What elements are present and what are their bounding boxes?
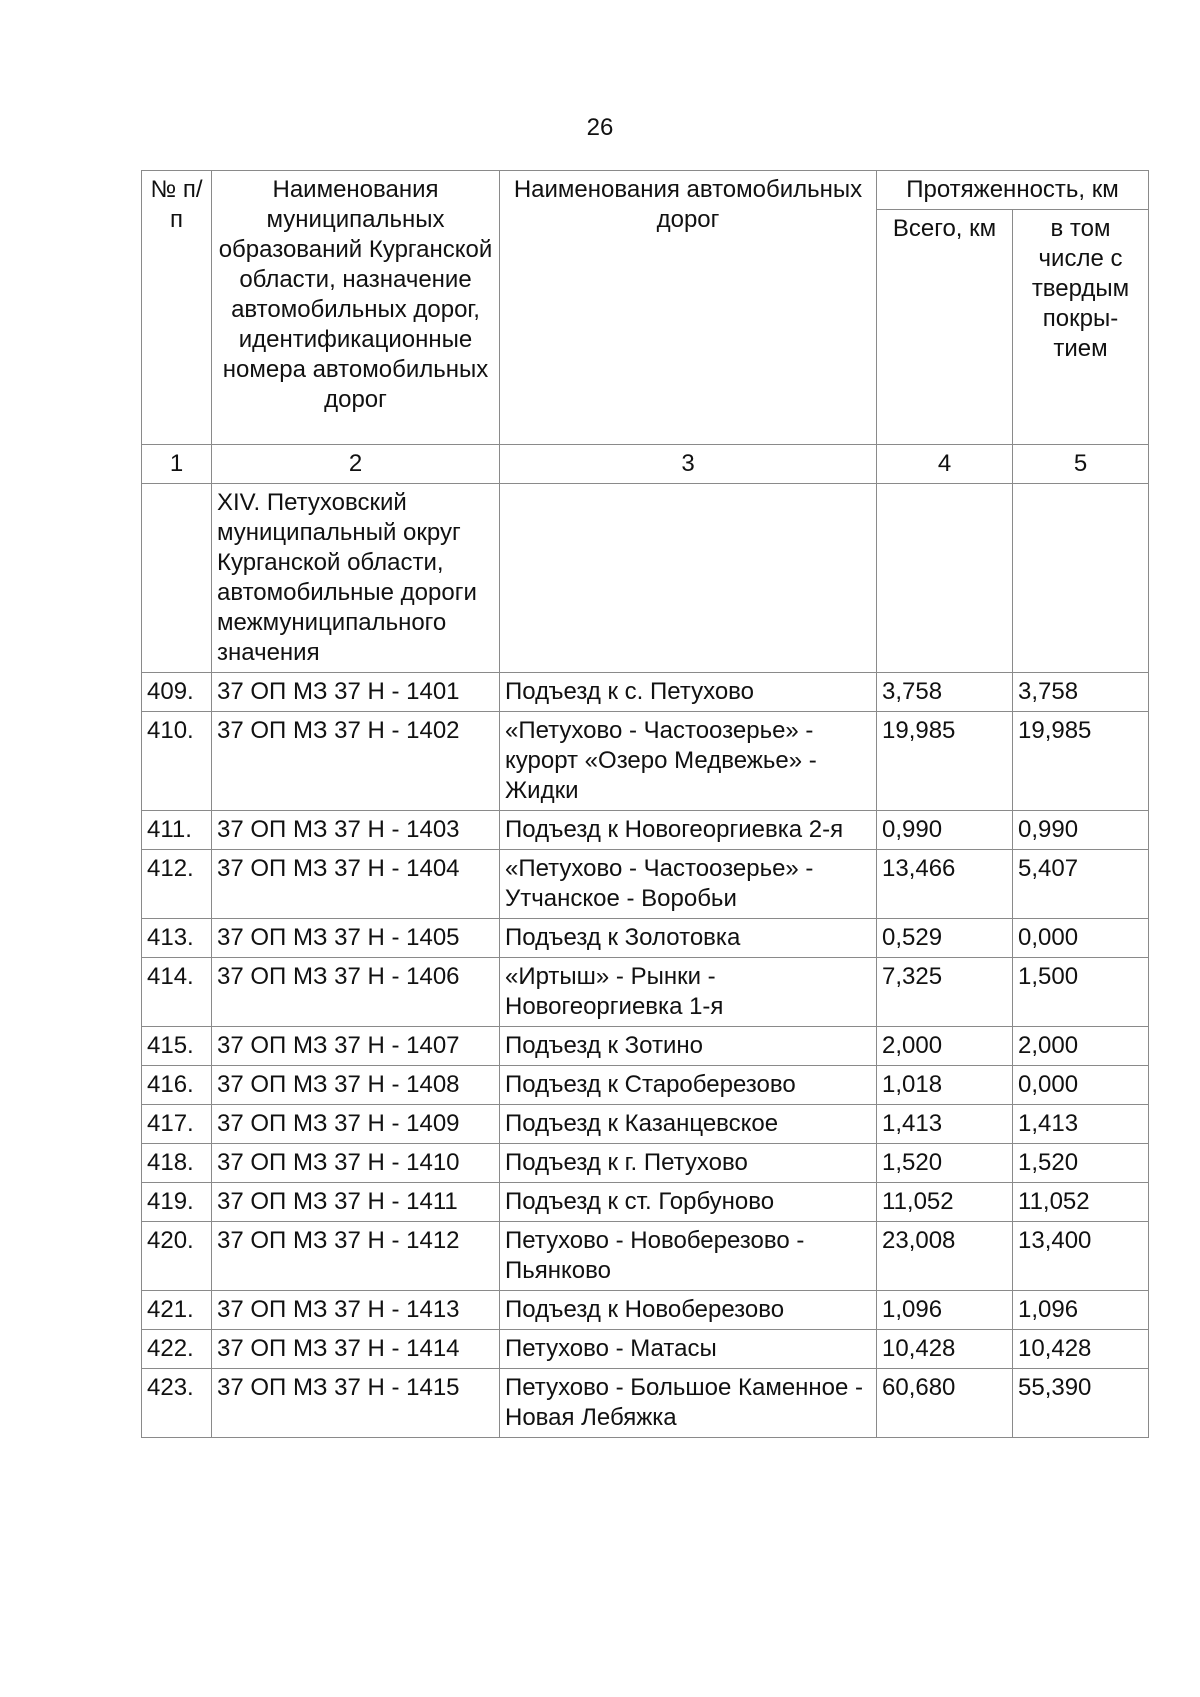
length-total: 0,990 [877, 811, 1013, 850]
table-row [142, 811, 1149, 850]
row-number: 418. [142, 1144, 212, 1183]
row-number: 411. [142, 811, 212, 850]
length-hard-surface: 1,413 [1013, 1105, 1149, 1144]
column-number: 2 [212, 445, 500, 484]
column-number: 1 [142, 445, 212, 484]
length-hard-surface: 1,500 [1013, 958, 1149, 1027]
header-row [142, 171, 1149, 210]
row-number: 413. [142, 919, 212, 958]
road-id: 37 ОП МЗ 37 Н - 1415 [212, 1369, 500, 1438]
length-hard-surface: 1,096 [1013, 1291, 1149, 1330]
header-total-km: Всего, км [877, 210, 1013, 445]
row-number: 416. [142, 1066, 212, 1105]
header-hard-surface: в том числе с твердым покры-тием [1013, 210, 1149, 445]
length-total: 1,520 [877, 1144, 1013, 1183]
row-number: 414. [142, 958, 212, 1027]
row-number: 417. [142, 1105, 212, 1144]
road-id: 37 ОП МЗ 37 Н - 1413 [212, 1291, 500, 1330]
road-name: «Петухово - Частоозерье» - курорт «Озеро Медвежье» - Жидки [500, 712, 877, 811]
column-number: 3 [500, 445, 877, 484]
road-id: 37 ОП МЗ 37 Н - 1407 [212, 1027, 500, 1066]
section-row [142, 484, 1149, 673]
road-id: 37 ОП МЗ 37 Н - 1404 [212, 850, 500, 919]
road-name: Подъезд к Новоберезово [500, 1291, 877, 1330]
row-number: 415. [142, 1027, 212, 1066]
road-name: Петухово - Большое Каменное - Новая Лебяжка [500, 1369, 877, 1438]
length-total: 3,758 [877, 673, 1013, 712]
road-name: Подъезд к с. Петухово [500, 673, 877, 712]
header-municipality: Наименования муниципальных образований Курганской области, назначение автомобильных дорог, идентификационные номера автомобильных дорог [212, 171, 500, 445]
table-row [142, 673, 1149, 712]
road-id: 37 ОП МЗ 37 Н - 1403 [212, 811, 500, 850]
table-row [142, 1369, 1149, 1438]
road-id: 37 ОП МЗ 37 Н - 1410 [212, 1144, 500, 1183]
length-hard-surface: 2,000 [1013, 1027, 1149, 1066]
road-id: 37 ОП МЗ 37 Н - 1406 [212, 958, 500, 1027]
road-id: 37 ОП МЗ 37 Н - 1401 [212, 673, 500, 712]
table-row [142, 919, 1149, 958]
header-road-name: Наименования автомобильных дорог [500, 171, 877, 445]
row-number: 410. [142, 712, 212, 811]
length-total: 13,466 [877, 850, 1013, 919]
table-row [142, 1330, 1149, 1369]
length-hard-surface: 5,407 [1013, 850, 1149, 919]
roads-table [141, 170, 1149, 1438]
road-id: 37 ОП МЗ 37 Н - 1402 [212, 712, 500, 811]
road-name: «Петухово - Частоозерье» - Утчанское - Воробьи [500, 850, 877, 919]
length-total: 23,008 [877, 1222, 1013, 1291]
column-numbers-row [142, 445, 1149, 484]
table-row [142, 850, 1149, 919]
length-hard-surface: 55,390 [1013, 1369, 1149, 1438]
table-row [142, 958, 1149, 1027]
table-row [142, 1222, 1149, 1291]
table-row [142, 1183, 1149, 1222]
header-length: Протяженность, км [877, 171, 1149, 210]
column-number: 4 [877, 445, 1013, 484]
road-id: 37 ОП МЗ 37 Н - 1405 [212, 919, 500, 958]
road-name: Подъезд к Золотовка [500, 919, 877, 958]
row-number: 421. [142, 1291, 212, 1330]
column-number: 5 [1013, 445, 1149, 484]
length-hard-surface: 0,990 [1013, 811, 1149, 850]
road-name: Петухово - Матасы [500, 1330, 877, 1369]
road-name: Подъезд к Староберезово [500, 1066, 877, 1105]
road-name: Подъезд к Казанцевское [500, 1105, 877, 1144]
length-total: 10,428 [877, 1330, 1013, 1369]
row-number: 409. [142, 673, 212, 712]
table-row [142, 712, 1149, 811]
section-title: XIV. Петуховский муниципальный округ Курганской области, автомобильные дороги межмуниципального значения [212, 484, 500, 673]
length-total: 0,529 [877, 919, 1013, 958]
road-id: 37 ОП МЗ 37 Н - 1414 [212, 1330, 500, 1369]
length-hard-surface: 19,985 [1013, 712, 1149, 811]
length-hard-surface: 13,400 [1013, 1222, 1149, 1291]
header-number: № п/п [142, 171, 212, 445]
table-row [142, 1027, 1149, 1066]
length-total: 2,000 [877, 1027, 1013, 1066]
length-hard-surface: 0,000 [1013, 1066, 1149, 1105]
table-row [142, 1105, 1149, 1144]
table-row [142, 1291, 1149, 1330]
length-hard-surface: 0,000 [1013, 919, 1149, 958]
row-number: 420. [142, 1222, 212, 1291]
road-id: 37 ОП МЗ 37 Н - 1409 [212, 1105, 500, 1144]
length-total: 7,325 [877, 958, 1013, 1027]
road-id: 37 ОП МЗ 37 Н - 1411 [212, 1183, 500, 1222]
length-hard-surface: 10,428 [1013, 1330, 1149, 1369]
table-row [142, 1066, 1149, 1105]
length-total: 1,096 [877, 1291, 1013, 1330]
page-number: 26 [586, 114, 614, 141]
row-number: 412. [142, 850, 212, 919]
length-total: 60,680 [877, 1369, 1013, 1438]
row-number: 423. [142, 1369, 212, 1438]
length-total: 1,018 [877, 1066, 1013, 1105]
length-hard-surface: 3,758 [1013, 673, 1149, 712]
road-id: 37 ОП МЗ 37 Н - 1408 [212, 1066, 500, 1105]
road-name: Подъезд к Зотино [500, 1027, 877, 1066]
length-total: 1,413 [877, 1105, 1013, 1144]
length-total: 19,985 [877, 712, 1013, 811]
row-number: 422. [142, 1330, 212, 1369]
road-id: 37 ОП МЗ 37 Н - 1412 [212, 1222, 500, 1291]
road-name: Подъезд к г. Петухово [500, 1144, 877, 1183]
road-name: Подъезд к Новогеоргиевка 2-я [500, 811, 877, 850]
length-hard-surface: 11,052 [1013, 1183, 1149, 1222]
length-hard-surface: 1,520 [1013, 1144, 1149, 1183]
road-name: «Иртыш» - Рынки - Новогеоргиевка 1-я [500, 958, 877, 1027]
length-total: 11,052 [877, 1183, 1013, 1222]
row-number: 419. [142, 1183, 212, 1222]
road-name: Петухово - Новоберезово - Пьянково [500, 1222, 877, 1291]
table-row [142, 1144, 1149, 1183]
road-name: Подъезд к ст. Горбуново [500, 1183, 877, 1222]
